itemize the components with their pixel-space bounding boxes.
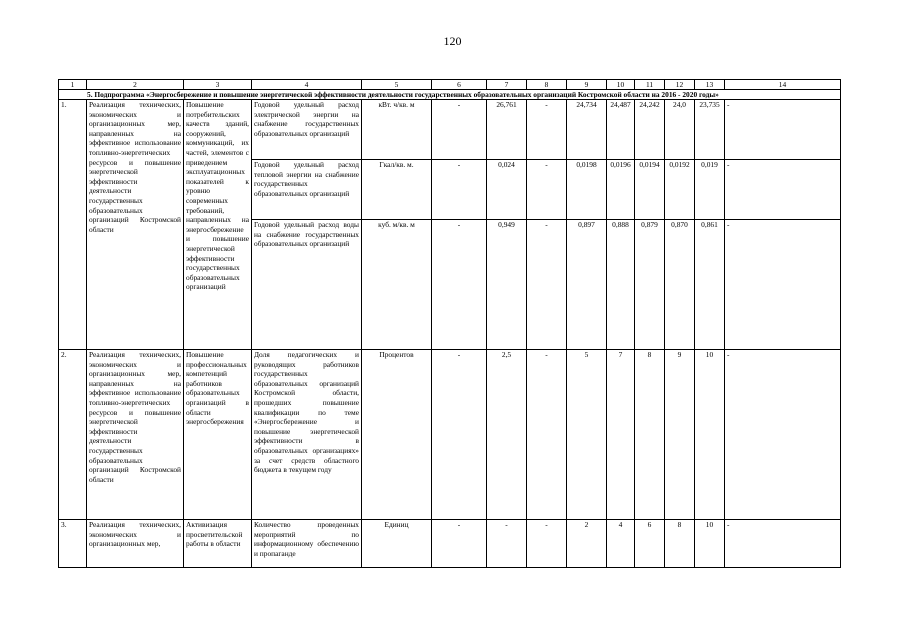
indicator-value: - [432,350,487,520]
indicator-value: 24,487 [607,100,635,160]
indicator-value: - [432,220,487,350]
column-number: 5 [362,80,432,90]
column-number: 14 [725,80,841,90]
indicator-value: - [487,520,527,568]
subprogram-title: 5. Подпрограмма «Энергосбережение и повышение энергетической эффективности деятельности государственных образовательных организаций Костромской области на 2016 - 2020 годы» [59,90,841,100]
indicator-value: - [527,220,567,350]
subprogram-row [59,90,841,100]
table-row [59,520,841,568]
indicator-name: Годовой удельный расход электрической энергии на снабжение государственных образовательных организаций [252,100,362,160]
column-number: 1 [59,80,87,90]
indicator-value: 0,024 [487,160,527,220]
indicator-value: 8 [665,520,695,568]
indicator-value: 7 [607,350,635,520]
column-number: 10 [607,80,635,90]
measure-name: Реализация технических, экономических и организационных мер, направленных на эффективное использование топливно-энергетических ресурсов и повышение энергетической эффективности деятельности государственных образовательных организаций Костромской области [87,100,184,350]
indicator-value: 4 [607,520,635,568]
indicator-unit: Единиц [362,520,432,568]
indicator-value: 23,735 [695,100,725,160]
row-number: 2. [59,350,87,520]
column-number: 2 [87,80,184,90]
indicator-value: 0,0196 [607,160,635,220]
row-number: 1. [59,100,87,350]
indicator-note: - [725,160,841,220]
measure-purpose: Повышение потребительских качеств зданий, сооружений, коммуникаций, их частей, элементов с приведением эксплуатационных показателей к уровню современных требований, направленных на энергосбережение и повышение энергетической эффективности государственных образовательных организаций [184,100,252,350]
indicator-value: 0,0194 [635,160,665,220]
column-number: 3 [184,80,252,90]
indicator-note: - [725,100,841,160]
indicator-value: 2 [567,520,607,568]
measure-name: Реализация технических, экономических и организационных мер, [87,520,184,568]
column-number: 13 [695,80,725,90]
indicator-value: 0,949 [487,220,527,350]
indicator-value: - [527,350,567,520]
indicator-value: - [527,520,567,568]
indicator-value: 6 [635,520,665,568]
indicator-note: - [725,220,841,350]
column-number: 12 [665,80,695,90]
indicator-note: - [725,350,841,520]
indicator-value: 0,897 [567,220,607,350]
indicator-unit: кВт. ч/кв. м [362,100,432,160]
table-row [59,100,841,160]
indicator-name: Доля педагогических и руководящих работников государственных образовательных организаций Костромской области, прошедших повышение квалификации по теме «Энергосбережение и повышение энергетической эффективности в образовательных организациях» за счет средств областного бюджета в текущем году [252,350,362,520]
indicator-value: 0,870 [665,220,695,350]
table-row [59,350,841,520]
indicator-value: 0,879 [635,220,665,350]
indicator-value: 9 [665,350,695,520]
page-number: 120 [443,34,462,48]
measure-purpose: Активизация просветительской работы в области [184,520,252,568]
column-number: 6 [432,80,487,90]
row-number: 3. [59,520,87,568]
indicators-table [58,79,841,568]
indicator-value: 10 [695,350,725,520]
indicator-value: 24,0 [665,100,695,160]
indicator-name: Количество проведенных мероприятий по информационному обеспечению и пропаганде [252,520,362,568]
indicator-value: 0,0192 [665,160,695,220]
indicator-value: - [432,100,487,160]
indicator-value: 24,242 [635,100,665,160]
indicator-unit: куб. м/кв. м [362,220,432,350]
indicator-name: Годовой удельный расход воды на снабжение государственных образовательных организаций [252,220,362,350]
measure-name: Реализация технических, экономических и организационных мер, направленных на эффективное использование топливно-энергетических ресурсов и повышение энергетической эффективности деятельности государственных образовательных организаций Костромской области [87,350,184,520]
column-number: 7 [487,80,527,90]
indicator-value: 0,861 [695,220,725,350]
indicator-unit: Гкал/кв. м. [362,160,432,220]
column-number: 4 [252,80,362,90]
column-number: 11 [635,80,665,90]
indicator-value: 8 [635,350,665,520]
column-number-row [59,80,841,90]
indicator-value: 0,888 [607,220,635,350]
indicator-value: 10 [695,520,725,568]
indicator-value: 0,019 [695,160,725,220]
indicator-value: 5 [567,350,607,520]
indicator-value: - [432,520,487,568]
indicator-value: - [432,160,487,220]
indicator-value: 2,5 [487,350,527,520]
indicator-name: Годовой удельный расход тепловой энергии на снабжение государственных образовательных организаций [252,160,362,220]
indicator-value: - [527,100,567,160]
column-number: 9 [567,80,607,90]
indicator-unit: Процентов [362,350,432,520]
indicator-value: 24,734 [567,100,607,160]
indicator-value: 0,0198 [567,160,607,220]
indicator-value: - [527,160,567,220]
indicator-value: 26,761 [487,100,527,160]
column-number: 8 [527,80,567,90]
measure-purpose: Повышение профессиональных компетенций работников образовательных организаций в области энергосбережения [184,350,252,520]
indicator-note: - [725,520,841,568]
